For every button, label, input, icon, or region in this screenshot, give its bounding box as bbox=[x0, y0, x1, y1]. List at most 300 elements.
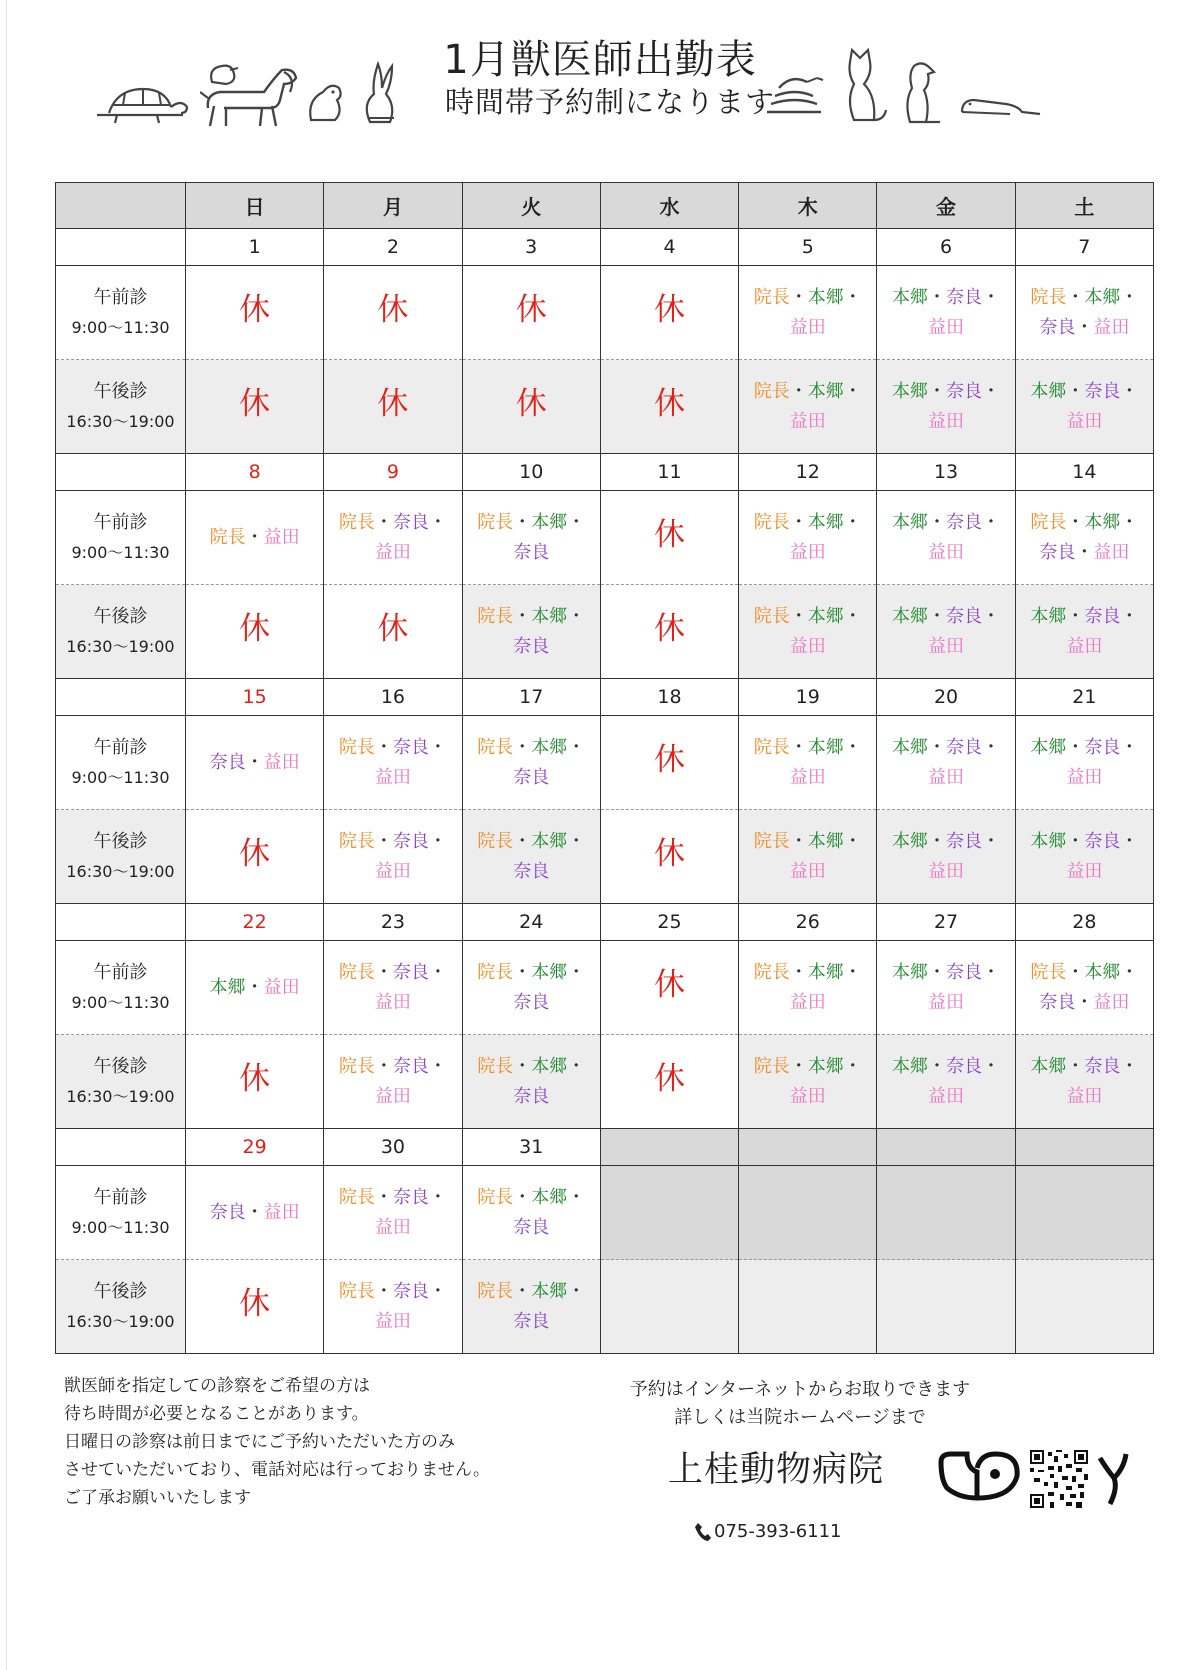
note-line: ご了承お願いいたします bbox=[64, 1488, 251, 1508]
staff-line bbox=[739, 1052, 876, 1082]
staff-line bbox=[1016, 313, 1153, 343]
staff-line bbox=[1016, 857, 1153, 887]
closed-mark: 休 bbox=[239, 836, 271, 872]
weekday-header: 日 bbox=[186, 183, 324, 229]
separator-dot: ・ bbox=[428, 736, 447, 758]
staff-name: 本郷 bbox=[807, 1055, 844, 1077]
schedule-cell bbox=[600, 941, 738, 1035]
staff-name: 益田 bbox=[928, 860, 965, 882]
phone-icon bbox=[694, 1522, 712, 1542]
am-label: 午前診 bbox=[93, 286, 148, 308]
separator-dot: ・ bbox=[843, 286, 862, 308]
separator-dot: ・ bbox=[982, 380, 1001, 402]
am-row bbox=[56, 266, 1154, 360]
schedule-cell bbox=[462, 1166, 600, 1260]
separator-dot: ・ bbox=[513, 1186, 532, 1208]
staff-line bbox=[739, 763, 876, 793]
separator-dot: ・ bbox=[374, 961, 393, 983]
staff-name: 院長 bbox=[753, 830, 790, 852]
schedule-cell bbox=[600, 716, 738, 810]
staff-line bbox=[324, 1213, 461, 1243]
staff-name: 院長 bbox=[477, 1280, 514, 1302]
date-cell: 11 bbox=[600, 454, 738, 491]
staff-name: 院長 bbox=[753, 286, 790, 308]
staff-line bbox=[1016, 602, 1153, 632]
staff-name: 益田 bbox=[1093, 991, 1130, 1013]
closed-mark: 休 bbox=[653, 517, 685, 553]
separator-dot: ・ bbox=[567, 511, 586, 533]
staff-line bbox=[324, 988, 461, 1018]
staff-line bbox=[1016, 407, 1153, 437]
pm-time: 16:30〜19:00 bbox=[66, 861, 175, 881]
closed-mark: 休 bbox=[653, 611, 685, 647]
staff-line bbox=[463, 602, 600, 632]
schedule-cell bbox=[324, 491, 462, 585]
page-title: 1月獣医師出勤表 bbox=[443, 37, 757, 83]
staff-name: 益田 bbox=[1066, 860, 1103, 882]
staff-name: 奈良 bbox=[392, 1055, 429, 1077]
staff-name: 奈良 bbox=[1039, 991, 1076, 1013]
separator-dot: ・ bbox=[1066, 605, 1085, 627]
pm-time: 16:30〜19:00 bbox=[66, 1311, 175, 1331]
date-cell: 5 bbox=[739, 229, 877, 266]
weekday-header: 月 bbox=[324, 183, 462, 229]
staff-line bbox=[739, 1082, 876, 1112]
staff-line bbox=[739, 857, 876, 887]
am-time: 9:00〜11:30 bbox=[71, 317, 170, 337]
staff-name: 奈良 bbox=[392, 1280, 429, 1302]
separator-dot: ・ bbox=[513, 736, 532, 758]
date-row-label bbox=[56, 1129, 186, 1166]
am-row bbox=[56, 941, 1154, 1035]
schedule-cell bbox=[1015, 810, 1153, 904]
am-row bbox=[56, 716, 1154, 810]
staff-name: 本郷 bbox=[531, 605, 568, 627]
schedule-cell bbox=[739, 716, 877, 810]
date-cell: 9 bbox=[324, 454, 462, 491]
schedule-cell bbox=[877, 941, 1015, 1035]
staff-name: 益田 bbox=[263, 751, 300, 773]
separator-dot: ・ bbox=[374, 736, 393, 758]
separator-dot: ・ bbox=[245, 751, 264, 773]
meerkat-icon bbox=[900, 58, 942, 126]
note-line: させていただいており、電話対応は行っておりません。 bbox=[64, 1460, 491, 1480]
pm-time: 16:30〜19:00 bbox=[66, 1086, 175, 1106]
schedule-cell bbox=[324, 1035, 462, 1129]
separator-dot: ・ bbox=[982, 1055, 1001, 1077]
date-row-label bbox=[56, 454, 186, 491]
staff-name: 院長 bbox=[753, 380, 790, 402]
pm-label: 午後診 bbox=[93, 830, 148, 852]
footer-notes bbox=[64, 1372, 584, 1512]
staff-name: 益田 bbox=[374, 860, 411, 882]
schedule-cell bbox=[600, 1166, 738, 1260]
schedule-cell bbox=[600, 1035, 738, 1129]
separator-dot: ・ bbox=[567, 736, 586, 758]
date-cell: 27 bbox=[877, 904, 1015, 941]
staff-name: 益田 bbox=[263, 526, 300, 548]
separator-dot: ・ bbox=[567, 1055, 586, 1077]
closed-mark: 休 bbox=[377, 386, 409, 422]
staff-line bbox=[463, 1307, 600, 1337]
staff-name: 益田 bbox=[1066, 1085, 1103, 1107]
staff-name: 本郷 bbox=[1030, 380, 1067, 402]
separator-dot: ・ bbox=[513, 961, 532, 983]
schedule-cell bbox=[324, 941, 462, 1035]
page-header bbox=[0, 0, 1194, 160]
schedule-cell bbox=[739, 585, 877, 679]
staff-name: 本郷 bbox=[1084, 286, 1121, 308]
pm-row bbox=[56, 810, 1154, 904]
date-cell: 23 bbox=[324, 904, 462, 941]
corner-cell bbox=[56, 183, 186, 229]
closed-mark: 休 bbox=[377, 292, 409, 328]
staff-name: 奈良 bbox=[513, 541, 550, 563]
schedule-cell bbox=[1015, 1260, 1153, 1354]
separator-dot: ・ bbox=[567, 830, 586, 852]
turtle-icon bbox=[95, 85, 190, 125]
staff-name: 本郷 bbox=[1084, 961, 1121, 983]
separator-dot: ・ bbox=[428, 1280, 447, 1302]
page-subtitle: 時間帯予約制になります bbox=[444, 85, 775, 119]
staff-line bbox=[739, 988, 876, 1018]
staff-line bbox=[877, 508, 1014, 538]
staff-line bbox=[877, 1052, 1014, 1082]
schedule-cell bbox=[739, 1035, 877, 1129]
separator-dot: ・ bbox=[567, 605, 586, 627]
staff-name: 本郷 bbox=[807, 286, 844, 308]
date-cell: 29 bbox=[186, 1129, 324, 1166]
staff-name: 院長 bbox=[753, 1055, 790, 1077]
separator-dot: ・ bbox=[789, 961, 808, 983]
separator-dot: ・ bbox=[513, 605, 532, 627]
schedule-cell bbox=[877, 1260, 1015, 1354]
staff-line bbox=[877, 733, 1014, 763]
schedule-cell bbox=[877, 491, 1015, 585]
schedule-cell bbox=[877, 360, 1015, 454]
staff-name: 院長 bbox=[338, 961, 375, 983]
staff-line bbox=[1016, 377, 1153, 407]
schedule-cell bbox=[186, 1035, 324, 1129]
am-time: 9:00〜11:30 bbox=[71, 992, 170, 1012]
staff-name: 奈良 bbox=[513, 860, 550, 882]
closed-mark: 休 bbox=[239, 1061, 271, 1097]
schedule-cell bbox=[324, 1166, 462, 1260]
date-cell: 16 bbox=[324, 679, 462, 716]
closed-mark: 休 bbox=[239, 611, 271, 647]
separator-dot: ・ bbox=[1120, 736, 1139, 758]
staff-line bbox=[877, 283, 1014, 313]
staff-name: 益田 bbox=[928, 1085, 965, 1107]
separator-dot: ・ bbox=[1075, 991, 1094, 1013]
dog-icon bbox=[200, 48, 300, 130]
date-cell: 19 bbox=[739, 679, 877, 716]
staff-name: 院長 bbox=[477, 961, 514, 983]
closed-mark: 休 bbox=[239, 292, 271, 328]
separator-dot: ・ bbox=[1066, 380, 1085, 402]
staff-line bbox=[463, 827, 600, 857]
closed-mark: 休 bbox=[653, 292, 685, 328]
staff-name: 本郷 bbox=[892, 1055, 929, 1077]
pm-label-cell bbox=[56, 1260, 186, 1354]
separator-dot: ・ bbox=[789, 511, 808, 533]
staff-line bbox=[463, 1213, 600, 1243]
staff-name: 益田 bbox=[789, 410, 826, 432]
staff-name: 院長 bbox=[477, 605, 514, 627]
separator-dot: ・ bbox=[789, 736, 808, 758]
staff-name: 本郷 bbox=[892, 605, 929, 627]
date-row bbox=[56, 904, 1154, 941]
closed-mark: 休 bbox=[653, 836, 685, 872]
staff-name: 本郷 bbox=[531, 1055, 568, 1077]
am-label: 午前診 bbox=[93, 961, 148, 983]
staff-name: 奈良 bbox=[392, 1186, 429, 1208]
staff-name: 院長 bbox=[338, 1280, 375, 1302]
staff-name: 益田 bbox=[928, 316, 965, 338]
schedule-cell bbox=[877, 1035, 1015, 1129]
schedule-cell bbox=[462, 1260, 600, 1354]
separator-dot: ・ bbox=[1066, 1055, 1085, 1077]
staff-line bbox=[324, 538, 461, 568]
staff-name: 院長 bbox=[338, 1055, 375, 1077]
date-cell: 20 bbox=[877, 679, 1015, 716]
weekday-header: 土 bbox=[1015, 183, 1153, 229]
schedule-cell bbox=[600, 266, 738, 360]
staff-line bbox=[739, 733, 876, 763]
staff-line bbox=[463, 958, 600, 988]
schedule-cell bbox=[600, 810, 738, 904]
staff-line bbox=[324, 958, 461, 988]
schedule-cell bbox=[739, 810, 877, 904]
closed-mark: 休 bbox=[653, 742, 685, 778]
closed-mark: 休 bbox=[653, 386, 685, 422]
staff-name: 奈良 bbox=[392, 736, 429, 758]
staff-line bbox=[739, 632, 876, 662]
staff-name: 益田 bbox=[374, 1085, 411, 1107]
schedule-cell bbox=[186, 1260, 324, 1354]
pm-label-cell bbox=[56, 1035, 186, 1129]
reservation-note-2: 詳しくは当院ホームページまで bbox=[674, 1407, 926, 1428]
separator-dot: ・ bbox=[245, 526, 264, 548]
schedule-table bbox=[55, 182, 1154, 1354]
staff-name: 奈良 bbox=[392, 511, 429, 533]
pm-label: 午後診 bbox=[93, 1055, 148, 1077]
staff-name: 益田 bbox=[374, 766, 411, 788]
am-row bbox=[56, 1166, 1154, 1260]
am-label-cell bbox=[56, 491, 186, 585]
staff-name: 奈良 bbox=[1084, 605, 1121, 627]
schedule-cell bbox=[186, 1166, 324, 1260]
staff-name: 奈良 bbox=[946, 511, 983, 533]
staff-line bbox=[1016, 632, 1153, 662]
staff-line bbox=[739, 407, 876, 437]
closed-mark: 休 bbox=[239, 1286, 271, 1322]
staff-name: 奈良 bbox=[513, 1216, 550, 1238]
staff-name: 院長 bbox=[477, 736, 514, 758]
staff-line bbox=[463, 988, 600, 1018]
separator-dot: ・ bbox=[1120, 380, 1139, 402]
separator-dot: ・ bbox=[513, 1055, 532, 1077]
staff-name: 奈良 bbox=[513, 1310, 550, 1332]
separator-dot: ・ bbox=[789, 380, 808, 402]
staff-name: 奈良 bbox=[1084, 830, 1121, 852]
date-cell: 1 bbox=[186, 229, 324, 266]
pm-row bbox=[56, 1260, 1154, 1354]
staff-name: 院長 bbox=[338, 830, 375, 852]
paw-mark-icon bbox=[1096, 1448, 1130, 1510]
staff-name: 本郷 bbox=[892, 380, 929, 402]
schedule-cell bbox=[462, 585, 600, 679]
pm-row bbox=[56, 1035, 1154, 1129]
staff-name: 院長 bbox=[477, 1055, 514, 1077]
schedule-cell bbox=[877, 716, 1015, 810]
staff-name: 院長 bbox=[1030, 511, 1067, 533]
cat-icon bbox=[840, 44, 890, 124]
date-row-label bbox=[56, 904, 186, 941]
staff-name: 本郷 bbox=[1084, 511, 1121, 533]
date-cell: 31 bbox=[462, 1129, 600, 1166]
separator-dot: ・ bbox=[982, 961, 1001, 983]
staff-name: 益田 bbox=[928, 991, 965, 1013]
note-line: 待ち時間が必要となることがあります。 bbox=[64, 1404, 369, 1424]
clinic-name: 上桂動物病院 bbox=[668, 1450, 885, 1490]
schedule-cell bbox=[1015, 941, 1153, 1035]
staff-name: 益田 bbox=[374, 1310, 411, 1332]
separator-dot: ・ bbox=[1120, 1055, 1139, 1077]
staff-name: 本郷 bbox=[892, 736, 929, 758]
staff-line bbox=[463, 733, 600, 763]
separator-dot: ・ bbox=[1066, 830, 1085, 852]
separator-dot: ・ bbox=[928, 286, 947, 308]
page-edge-line bbox=[6, 0, 7, 1670]
date-cell: 25 bbox=[600, 904, 738, 941]
separator-dot: ・ bbox=[789, 1055, 808, 1077]
separator-dot: ・ bbox=[1066, 961, 1085, 983]
schedule-cell bbox=[324, 1260, 462, 1354]
reservation-note-1: 予約はインターネットからお取りできます bbox=[629, 1379, 971, 1400]
staff-name: 本郷 bbox=[1030, 1055, 1067, 1077]
closed-mark: 休 bbox=[377, 611, 409, 647]
schedule-cell bbox=[739, 1260, 877, 1354]
date-row-label bbox=[56, 679, 186, 716]
date-cell: 17 bbox=[462, 679, 600, 716]
date-cell: 24 bbox=[462, 904, 600, 941]
staff-name: 本郷 bbox=[892, 830, 929, 852]
date-cell: 26 bbox=[739, 904, 877, 941]
am-label-cell bbox=[56, 1166, 186, 1260]
date-cell: 6 bbox=[877, 229, 1015, 266]
pm-time: 16:30〜19:00 bbox=[66, 411, 175, 431]
staff-line bbox=[463, 857, 600, 887]
staff-line bbox=[324, 1183, 461, 1213]
staff-name: 院長 bbox=[753, 605, 790, 627]
qr-code-icon bbox=[1030, 1450, 1088, 1508]
date-row-label bbox=[56, 229, 186, 266]
staff-line bbox=[739, 958, 876, 988]
staff-line bbox=[877, 313, 1014, 343]
separator-dot: ・ bbox=[374, 511, 393, 533]
staff-line bbox=[463, 1277, 600, 1307]
staff-line bbox=[324, 857, 461, 887]
schedule-cell bbox=[877, 1166, 1015, 1260]
separator-dot: ・ bbox=[374, 1055, 393, 1077]
am-row bbox=[56, 491, 1154, 585]
separator-dot: ・ bbox=[928, 511, 947, 533]
schedule-cell bbox=[600, 360, 738, 454]
staff-name: 益田 bbox=[928, 410, 965, 432]
staff-line bbox=[877, 857, 1014, 887]
am-time: 9:00〜11:30 bbox=[71, 767, 170, 787]
separator-dot: ・ bbox=[789, 286, 808, 308]
separator-dot: ・ bbox=[789, 830, 808, 852]
staff-name: 本郷 bbox=[892, 511, 929, 533]
separator-dot: ・ bbox=[374, 1280, 393, 1302]
separator-dot: ・ bbox=[843, 1055, 862, 1077]
staff-name: 奈良 bbox=[513, 635, 550, 657]
separator-dot: ・ bbox=[928, 380, 947, 402]
schedule-cell bbox=[1015, 266, 1153, 360]
date-row bbox=[56, 679, 1154, 716]
staff-name: 本郷 bbox=[1030, 736, 1067, 758]
separator-dot: ・ bbox=[428, 511, 447, 533]
staff-line bbox=[1016, 763, 1153, 793]
separator-dot: ・ bbox=[374, 830, 393, 852]
date-cell: 12 bbox=[739, 454, 877, 491]
staff-name: 益田 bbox=[789, 635, 826, 657]
separator-dot: ・ bbox=[245, 976, 264, 998]
staff-name: 奈良 bbox=[946, 736, 983, 758]
schedule-cell bbox=[462, 716, 600, 810]
separator-dot: ・ bbox=[982, 286, 1001, 308]
staff-line bbox=[463, 1052, 600, 1082]
date-cell: 8 bbox=[186, 454, 324, 491]
date-cell: 22 bbox=[186, 904, 324, 941]
staff-line bbox=[186, 973, 323, 1003]
staff-name: 益田 bbox=[1066, 410, 1103, 432]
staff-line bbox=[324, 1277, 461, 1307]
note-line: 日曜日の診察は前日までにご予約いただいた方のみ bbox=[64, 1432, 455, 1452]
staff-line bbox=[463, 1082, 600, 1112]
weekday-header-row bbox=[56, 183, 1154, 229]
staff-line bbox=[324, 763, 461, 793]
staff-line bbox=[1016, 283, 1153, 313]
staff-name: 益田 bbox=[928, 766, 965, 788]
separator-dot: ・ bbox=[1066, 736, 1085, 758]
separator-dot: ・ bbox=[1075, 316, 1094, 338]
staff-line bbox=[877, 407, 1014, 437]
staff-name: 益田 bbox=[789, 1085, 826, 1107]
separator-dot: ・ bbox=[982, 830, 1001, 852]
schedule-cell bbox=[877, 266, 1015, 360]
staff-name: 本郷 bbox=[892, 961, 929, 983]
date-cell: 30 bbox=[324, 1129, 462, 1166]
staff-name: 奈良 bbox=[946, 286, 983, 308]
staff-name: 本郷 bbox=[807, 830, 844, 852]
separator-dot: ・ bbox=[982, 736, 1001, 758]
separator-dot: ・ bbox=[513, 830, 532, 852]
am-label-cell bbox=[56, 716, 186, 810]
staff-name: 益田 bbox=[928, 635, 965, 657]
schedule-cell bbox=[1015, 1035, 1153, 1129]
date-cell bbox=[739, 1129, 877, 1166]
staff-name: 奈良 bbox=[1039, 541, 1076, 563]
staff-name: 奈良 bbox=[513, 1085, 550, 1107]
staff-name: 益田 bbox=[263, 976, 300, 998]
staff-name: 本郷 bbox=[807, 605, 844, 627]
date-row bbox=[56, 1129, 1154, 1166]
separator-dot: ・ bbox=[428, 830, 447, 852]
schedule-cell bbox=[739, 1166, 877, 1260]
